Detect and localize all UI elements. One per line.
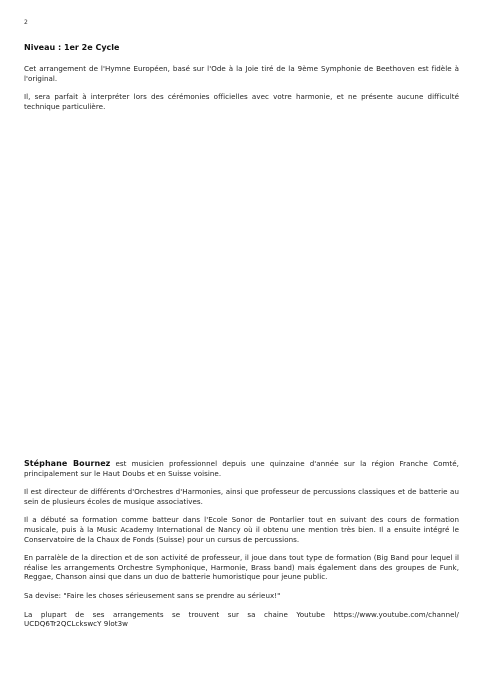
- bio-paragraph: Il a débuté sa formation comme batteur dans l'Ecole Sonor de Pontarlier tout en suivant des cours de formation musicale, puis à la Music Academy International de Nancy où il obtenu une mention très bien. Il a ensuite intégré le Conservatoire de la Chaux de Fonds (Suisse) pour un cursus de percussions.: [24, 515, 459, 544]
- intro-section: [24, 64, 459, 111]
- biography-section: [24, 459, 459, 629]
- bio-paragraph-text: est musicien professionnel depuis une quinzaine d'année sur la région Franche Comté, principalement sur le Haut Doubs et en Suisse voisine.: [24, 459, 459, 478]
- youtube-paragraph: La plupart de ses arrangements se trouvent sur sa chaine Youtube https://www.youtube.com/channel/ UCDQ6Tr2QCLckswcY 9lot3w: [24, 609, 459, 629]
- motto-paragraph: Sa devise: "Faire les choses sérieusement sans se prendre au sérieux!": [24, 590, 281, 600]
- composer-name: Stéphane Bournez: [24, 459, 111, 468]
- bio-paragraph: Il est directeur de différents d'Orchestres d'Harmonies, ainsi que professeur de percussions classiques et de batterie au sein de plusieurs écoles de musique associatives.: [24, 487, 459, 506]
- intro-paragraph: Il, sera parfait à interpréter lors des cérémonies officielles avec votre harmonie, et ne présente aucune difficulté technique particulière.: [24, 92, 459, 111]
- page-number: 2: [24, 19, 28, 26]
- intro-paragraph: Cet arrangement de l'Hymne Européen, basé sur l'Ode à la Joie tiré de la 9ème Symphonie de Beethoven est fidèle à l'original.: [24, 64, 459, 83]
- bio-paragraph: En parralèle de la direction et de son activité de professeur, il joue dans tout type de formation (Big Band pour lequel il réalise les arrangements Orchestre Symphonique, Harmonie, Brass band) mais également dans des groupes de Funk, Reggae, Chanson ainsi que dans un duo de batterie humoristique pour jeune public.: [24, 553, 459, 582]
- bio-paragraph: [24, 459, 459, 478]
- level-heading: Niveau : 1er 2e Cycle: [24, 43, 120, 52]
